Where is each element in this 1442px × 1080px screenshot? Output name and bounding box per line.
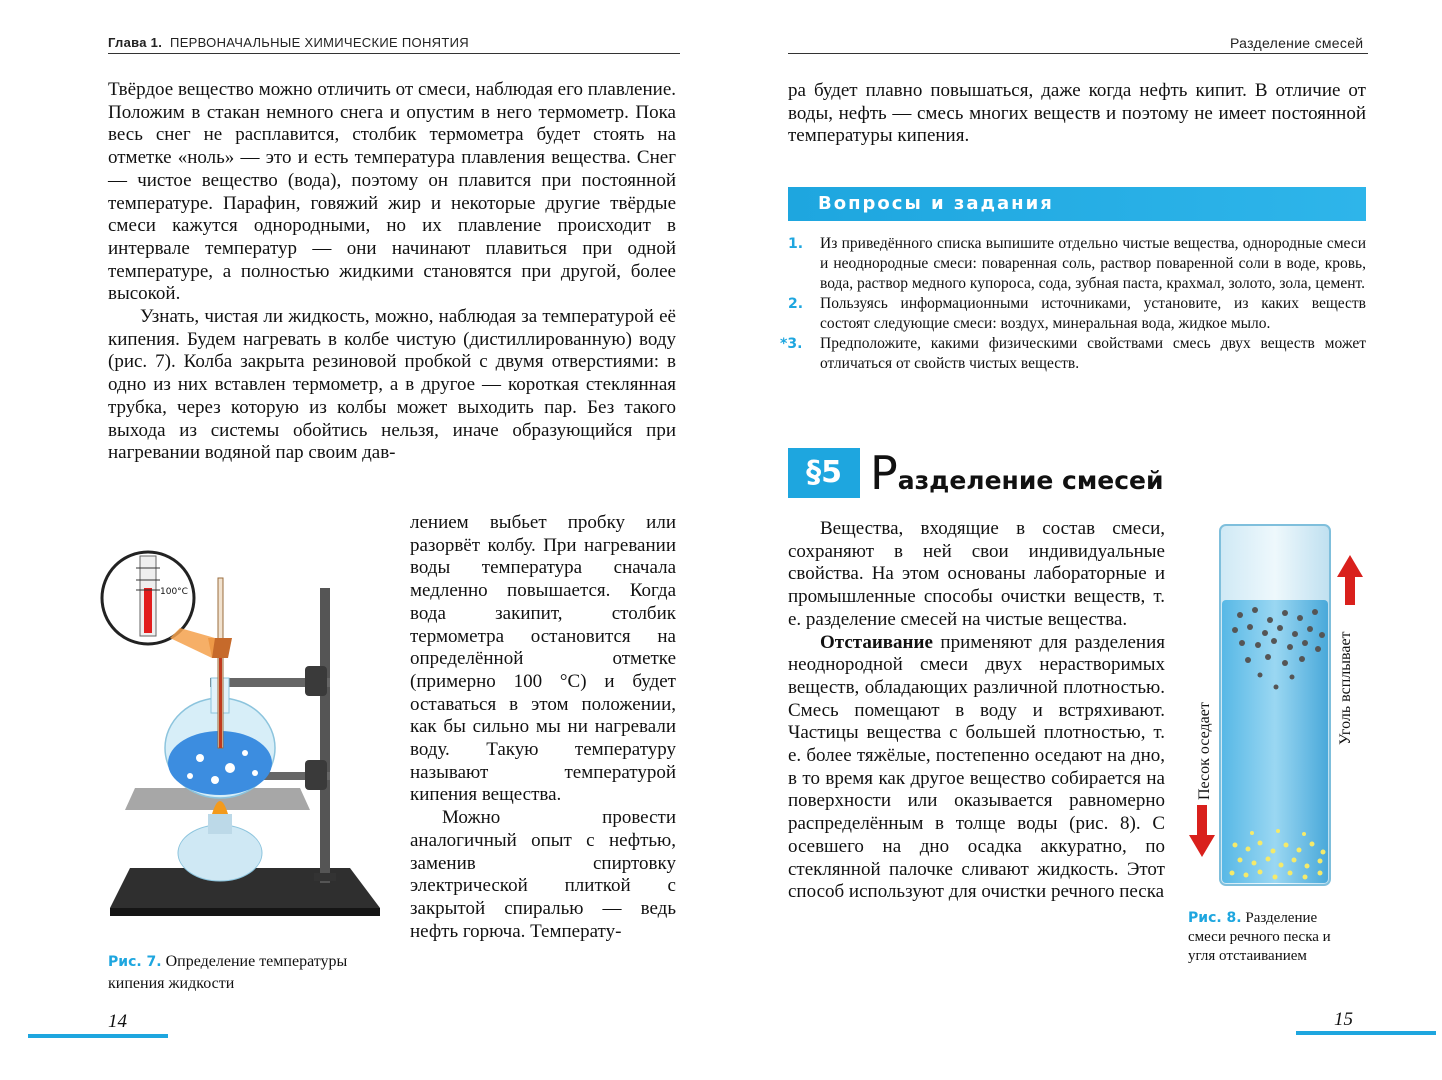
- question-3-number: *3.: [780, 336, 803, 352]
- question-1-text: Из приведённого списка выпишите отдельно чистые вещества, однородные смеси и неоднородные смеси: поваренная соль, раствор поваренной соли в воде, кровь, вода, раствор медного купороса, сода, зубная паста, крахмал, золото, зола, цемент.: [820, 235, 1366, 292]
- section-paragraph-2-text: применяют для разделения неоднородной смеси двух нерастворимых веществ, обладающих различной плотностью. Смесь помещают в воду и встряхивают. Частицы вещества с большей плотностью, т. е. более тяжёлые, постепенно оседают на дно, в то время как другое вещество собирается на поверхности или оказывается равномерно распределённым в толще воды (рис. 8). С осевшего на дно осадка аккуратно, по стеклянной палочке сливают жидкость. Этот способ используют для очистки речного песка: [788, 631, 1165, 903]
- figure-7-caption-label: Рис. 7.: [108, 954, 162, 970]
- left-text-block-top: [108, 79, 676, 465]
- right-page-number: 15: [1334, 1009, 1353, 1030]
- chapter-title: ПЕРВОНАЧАЛЬНЫЕ ХИМИЧЕСКИЕ ПОНЯТИЯ: [170, 35, 469, 50]
- figure-7-caption: [108, 951, 378, 994]
- term-settling: Отстаивание: [820, 631, 933, 653]
- label-coal-floats: Уголь всплывает: [1337, 631, 1354, 745]
- left-paragraph-3: Можно провести аналогичный опыт с нефтью, заменив спиртовку электрической плиткой с закрытой спиралью — ведь нефть горюча. Температу-: [410, 807, 676, 942]
- label-sand-settles: Песок оседает: [1196, 702, 1213, 800]
- arrow-down: [1189, 805, 1215, 857]
- right-continuation: ра будет плавно повышаться, даже когда нефть кипит. В отличие от воды, нефть — смесь многих веществ и поэтому не имеет постоянной температуры кипения.: [788, 80, 1366, 147]
- question-1-number: 1.: [788, 236, 804, 252]
- section-title-rest: азделение смесей: [897, 466, 1164, 495]
- figure-8-caption: [1188, 909, 1358, 966]
- right-running-header: Разделение смесей: [1230, 35, 1364, 51]
- section-paragraph-2: [788, 632, 1165, 904]
- question-2: [788, 294, 1366, 334]
- question-1: [788, 234, 1366, 294]
- question-2-text: Пользуясь информационными источниками, установите, из каких веществ состоят следующие смеси: воздух, минеральная вода, жидкое мыло.: [820, 295, 1366, 332]
- figure-7-caption-text: Определение температуры кипения жидкости: [108, 953, 348, 992]
- left-text-block-narrow: [410, 512, 676, 943]
- figure-8-caption-label: Рис. 8.: [1188, 910, 1242, 926]
- figure-7-apparatus: [100, 518, 400, 938]
- left-page-bar: [28, 1034, 168, 1038]
- left-paragraph-1: Твёрдое вещество можно отличить от смеси, наблюдая его плавление. Положим в стакан немного снега и опустим в него термометр. Пока весь снег не расплавится, столбик термометра будет стоять на отметке «ноль» — это и есть температура плавления вещества. Снег — чистое вещество (вода), поэтому он плавится при постоянной температуре. Парафин, говяжий жир и некоторые другие твёрдые смеси кажутся однородными, но их плавление происходит в интервале температур — они начинают плавиться при одной температуре, а полностью жидкими становятся при другой, более высокой.: [108, 79, 676, 305]
- questions-band: Вопросы и задания: [788, 187, 1366, 221]
- section-paragraph-1: Вещества, входящие в состав смеси, сохраняют в ней свои индивидуальные свойства. На этом основаны лабораторные и промышленные способы очистки веществ, т. е. разделение смесей на чистые вещества.: [788, 518, 1165, 630]
- stand-rod: [320, 588, 330, 883]
- figure-8-caption-text: Разделение смеси речного песка и угля отстаиванием: [1188, 910, 1331, 964]
- arrow-up: [1337, 555, 1363, 605]
- right-header-rule: [788, 53, 1368, 54]
- section-title: [870, 448, 1164, 506]
- left-header-rule: [108, 53, 680, 54]
- question-3-text: Предположите, какими физическими свойствами смесь двух веществ может отличаться от свойств чистых веществ.: [820, 335, 1366, 372]
- thermo-label: 100°C: [160, 587, 188, 597]
- right-text-block: [788, 518, 1165, 904]
- left-running-header: [108, 35, 469, 50]
- left-paragraph-2-cont: лением выбьет пробку или разорвёт колбу. При нагревании воды температура сначала медленно повышается. Когда вода закипит, столбик термометра остановится на определённой отметке (примерно 100 °С) и будет оставаться в этом положении, как бы сильно мы ни нагревали воду. Такую температуру называют температурой кипения вещества.: [410, 512, 676, 806]
- questions-list: [780, 234, 1366, 374]
- question-2-number: 2.: [788, 296, 804, 312]
- right-page-bar: [1296, 1031, 1436, 1035]
- chapter-label: Глава 1.: [108, 35, 163, 50]
- section-title-initial: Р: [870, 446, 898, 500]
- section-badge: §5: [788, 448, 860, 498]
- question-3: [780, 334, 1366, 374]
- left-paragraph-2: Узнать, чистая ли жидкость, можно, наблюдая за температурой её кипения. Будем нагревать в колбе чистую (дистиллированную) воду (рис. 7). Колба закрыта резиновой пробкой с двумя отверстиями: в одно из них вставлен термометр, а в другое — короткая стеклянная трубка, через которую из колбы может выходить пар. Без такого выхода из системы обойтись нельзя, иначе образующийся при нагревании водяной пар своим дав-: [108, 306, 676, 464]
- left-page-number: 14: [108, 1011, 127, 1032]
